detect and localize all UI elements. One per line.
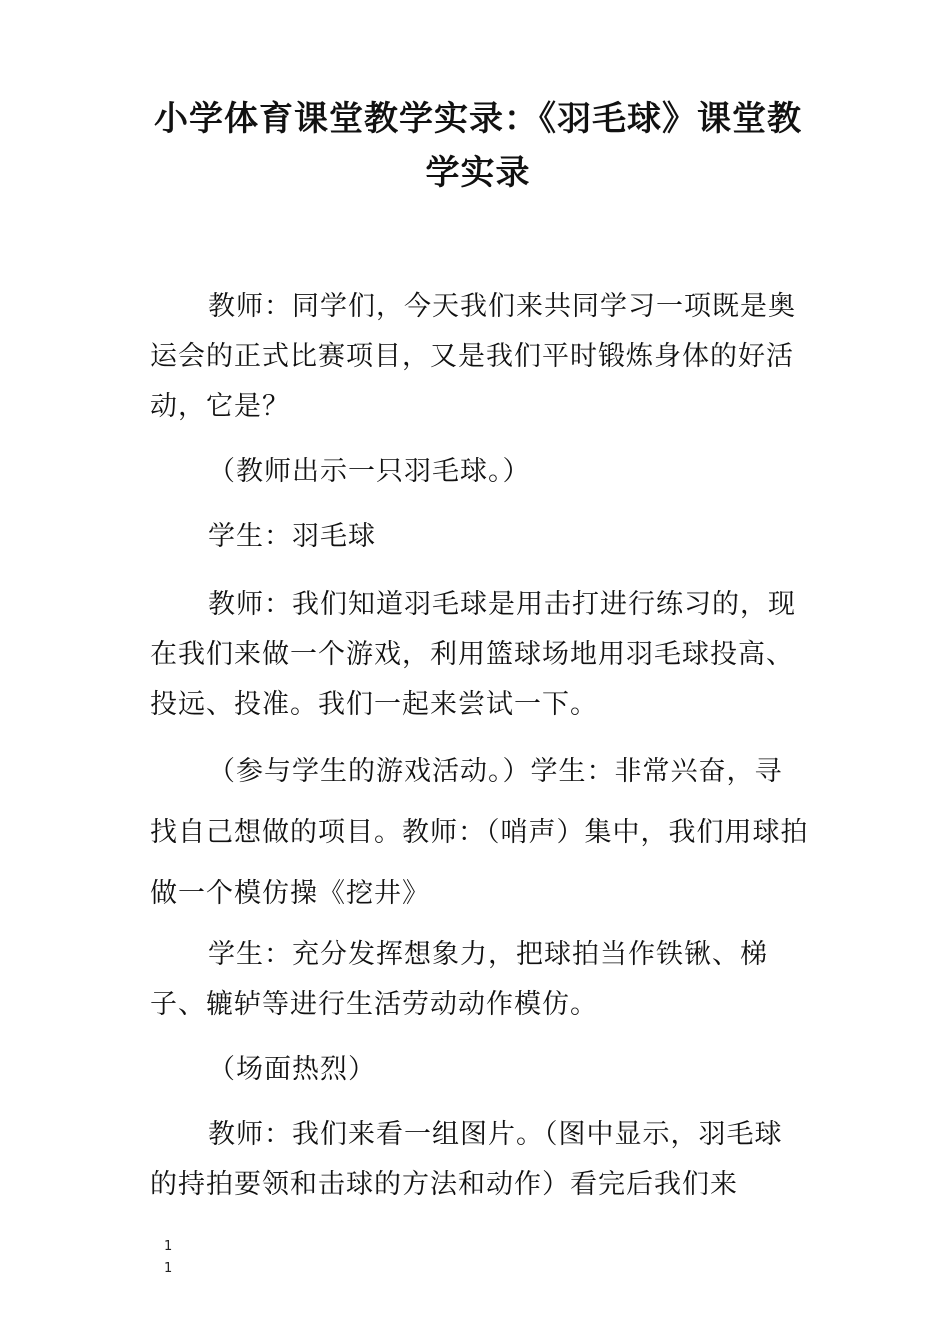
paragraph-show-shuttlecock: （教师出示一只羽毛球。） xyxy=(208,456,531,487)
paragraph-teacher-pictures: 教师：我们来看一组图片。（图中显示，羽毛球的持拍要领和击球的方法和动作）看完后我们来 xyxy=(150,1119,783,1200)
paragraph-atmosphere: （场面热烈） xyxy=(208,1054,376,1085)
paragraph-teacher-intro: 教师：同学们，今天我们来共同学习一项既是奥运会的正式比赛项目，又是我们平时锻炼身体的好活动，它是？ xyxy=(150,291,796,422)
document-title: 小学体育课堂教学实录：《羽毛球》课堂教学实录 xyxy=(154,99,802,193)
paragraph-teacher-game: 教师：我们知道羽毛球是用击打进行练习的，现在我们来做一个游戏，利用篮球场地用羽毛球投高、投远、投准。我们一起来尝试一下。 xyxy=(150,589,796,720)
page-number-top: 1 xyxy=(164,1239,173,1254)
page-number xyxy=(164,1236,172,1280)
page-number-bottom: 1 xyxy=(164,1261,173,1276)
paragraph-student-answer: 学生：羽毛球 xyxy=(208,521,376,552)
paragraph-game-activity: （参与学生的游戏活动。）学生：非常兴奋，寻找自己想做的项目。教师：（哨声）集中，我们用球拍做一个模仿操《挖井》 xyxy=(150,756,809,909)
paragraph-student-imitation: 学生：充分发挥想象力，把球拍当作铁锹、梯子、辘轳等进行生活劳动动作模仿。 xyxy=(150,939,768,1020)
